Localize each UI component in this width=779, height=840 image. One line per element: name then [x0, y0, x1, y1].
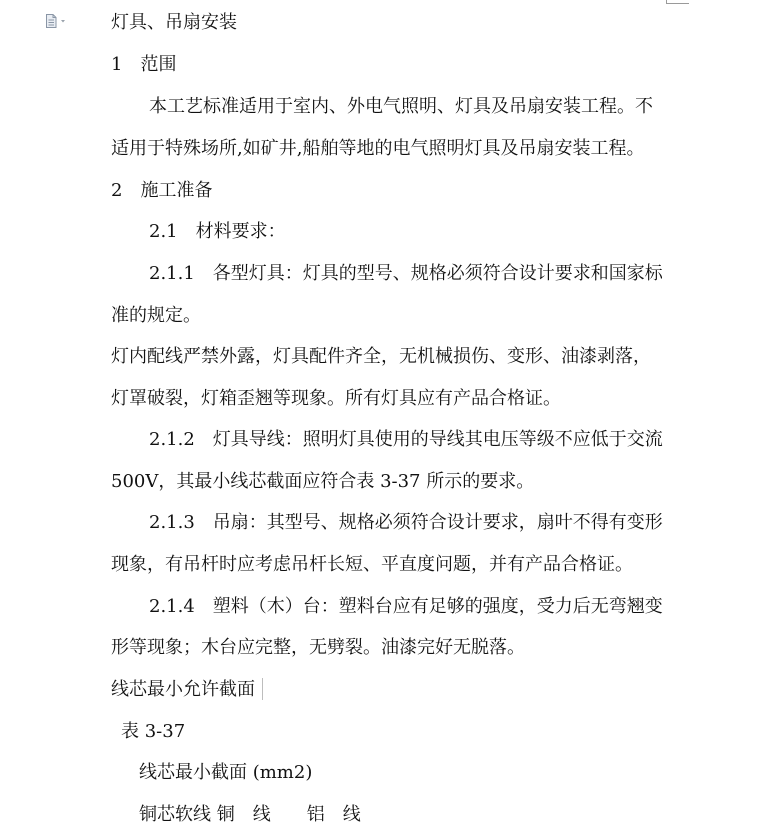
text-cursor-marker — [262, 678, 263, 700]
item-2-1-3-line-1: 2.1.3 吊扇：其型号、规格必须符合设计要求，扇叶不得有变形 — [149, 512, 663, 533]
table-caption: 线芯最小允许截面 — [111, 679, 255, 700]
item-2-1-3-line-2: 现象，有吊杆时应考虑吊杆长短、平直度问题，并有产品合格证。 — [111, 554, 633, 575]
document-title: 灯具、吊扇安装 — [111, 12, 237, 33]
section-2-1-heading: 2.1 材料要求： — [149, 221, 286, 242]
item-2-1-1-line-2: 准的规定。 — [111, 305, 201, 326]
table-number: 表 3-37 — [121, 721, 186, 742]
document-dropdown-icon — [45, 13, 69, 29]
section-2-heading: 2 施工准备 — [111, 180, 213, 201]
item-2-1-1-line-3: 灯内配线严禁外露，灯具配件齐全，无机械损伤、变形、油漆剥落， — [111, 346, 651, 367]
item-2-1-1-line-4: 灯罩破裂，灯箱歪翘等现象。所有灯具应有产品合格证。 — [111, 388, 561, 409]
table-column-headers: 铜芯软线 铜 线 铝 线 — [139, 804, 361, 825]
item-2-1-2-line-2: 500V，其最小线芯截面应符合表 3-37 所示的要求。 — [111, 471, 535, 492]
item-2-1-1-line-1: 2.1.1 各型灯具：灯具的型号、规格必须符合设计要求和国家标 — [149, 263, 663, 284]
item-2-1-4-line-2: 形等现象；木台应完整，无劈裂。油漆完好无脱落。 — [111, 637, 525, 658]
document-icon[interactable] — [45, 13, 69, 29]
section-1-heading: 1 范围 — [111, 54, 177, 75]
item-2-1-2-line-1: 2.1.2 灯具导线：照明灯具使用的导线其电压等级不应低于交流 — [149, 429, 663, 450]
page-corner-mark — [666, 0, 689, 4]
item-2-1-4-line-1: 2.1.4 塑料（木）台：塑料台应有足够的强度，受力后无弯翘变 — [149, 596, 663, 617]
section-1-paragraph-line-1: 本工艺标准适用于室内、外电气照明、灯具及吊扇安装工程。不 — [149, 96, 653, 117]
section-1-paragraph-line-2: 适用于特殊场所,如矿井,船舶等地的电气照明灯具及吊扇安装工程。 — [111, 138, 645, 159]
table-header-row: 线芯最小截面 (mm2) — [139, 762, 313, 783]
